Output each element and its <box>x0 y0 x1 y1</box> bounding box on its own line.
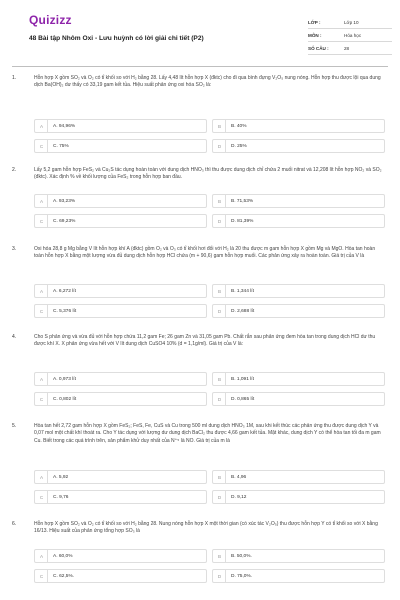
question-number: 2. <box>12 167 17 173</box>
question-text: Hòa tan hết 2,72 gam hỗn hợp X gồm FeS₂; FeS, Fe, CuS và Cu trong 500 ml dung dịch HNO₃ 1M, sau khi kết thúc các phản ứng thu được dung dịch Y và 0,07 mol một chất khí thoát ra. Cho Y tác dụng với lượng dư dung dịch BaCl₂ thu được 4,66 gam kết tủa. Mặt khác, dung dịch Y có thể hòa tan tối đa m gam Cu. Biết trong các quá trình trên, sản phẩm khử duy nhất của N⁺⁵ là NO. Giá trị của m là <box>34 423 381 444</box>
option-letter: D <box>214 140 226 152</box>
option-text: A. 93,23% <box>53 198 76 204</box>
option-letter: C <box>36 393 48 405</box>
option-d[interactable] <box>212 392 385 406</box>
option-a[interactable] <box>34 549 207 563</box>
option-letter: C <box>36 570 48 582</box>
option-a[interactable] <box>34 194 207 208</box>
option-d[interactable] <box>212 139 385 153</box>
option-d[interactable] <box>212 214 385 228</box>
option-b[interactable] <box>212 194 385 208</box>
question-text: Hỗn hợp X gồm SO₂ và O₂ có tỉ khối so với H₂ bằng 28. Lấy 4,48 lít hỗn hợp X (đktc) cho đi qua bình đựng V₂O₅ nung nóng. Hỗn hợp thu được lội qua dung dịch Ba(OH)₂ dư thấy có 33,19 gam kết tủa. Hiệu suất phản ứng oxi hóa SO₂ là: <box>34 75 381 89</box>
option-c[interactable] <box>34 214 207 228</box>
option-letter: C <box>36 215 48 227</box>
option-text: C. 62,5%. <box>53 573 75 579</box>
option-d[interactable] <box>212 304 385 318</box>
option-text: A. 0,973 lít <box>53 376 76 382</box>
option-text: C. 5,376 lít <box>53 308 77 314</box>
option-d[interactable] <box>212 569 385 583</box>
option-c[interactable] <box>34 139 207 153</box>
option-c[interactable] <box>34 304 207 318</box>
option-a[interactable] <box>34 284 207 298</box>
option-letter: C <box>36 140 48 152</box>
option-text: B. 4,96 <box>231 474 247 480</box>
meta-row-grade <box>308 16 392 29</box>
option-letter: B <box>214 195 226 207</box>
option-a[interactable] <box>34 372 207 386</box>
meta-value: 28 <box>344 45 350 51</box>
option-text: B. 50,0%. <box>231 553 252 559</box>
meta-row-count <box>308 42 392 55</box>
option-text: B. 40% <box>231 123 247 129</box>
option-text: A. 6,272 lít <box>53 288 76 294</box>
option-letter: D <box>214 491 226 503</box>
option-b[interactable] <box>212 549 385 563</box>
option-letter: C <box>36 305 48 317</box>
option-text: D. 0,865 lít <box>231 396 255 402</box>
option-letter: A <box>36 550 48 562</box>
meta-value: Lớp 10 <box>344 19 359 25</box>
option-text: A. 60,0% <box>53 553 73 559</box>
option-b[interactable] <box>212 372 385 386</box>
option-text: D. 2,688 lít <box>231 308 255 314</box>
option-text: B. 1,091 lít <box>231 376 254 382</box>
option-text: A. 94,96% <box>53 123 76 129</box>
meta-table <box>308 16 392 55</box>
question-text: Hỗn hợp X gồm SO₂ và O₂ có tỉ khối so với H₂ bằng 28. Nung nóng hỗn hợp X một thời gian (có xúc tác V₂O₅) thu được hỗn hợp Y có tỉ khối so với X bằng 16/13. Hiệu suất của phản ứng tổng hợp SO₃ là <box>34 521 378 535</box>
question-text: Lấy 5,2 gam hỗn hợp FeS₂ và Cu₂S tác dụng hoàn toàn với dung dịch HNO₃ thì thu được dung dịch chỉ chứa 2 muối nitrat và 12,208 lít hỗn hợp NO₂ và SO₂ (đktc). Xác định % về khối lượng của FeS₂ trong hỗn hợp ban đầu. <box>34 167 382 181</box>
option-letter: B <box>214 285 226 297</box>
meta-label: SỐ CÂU : <box>308 45 329 51</box>
option-c[interactable] <box>34 392 207 406</box>
option-letter: A <box>36 120 48 132</box>
question-number: 1. <box>12 75 17 81</box>
option-text: C. 69,23% <box>53 218 76 224</box>
page-title: 48 Bài tập Nhôm Oxi - Lưu huỳnh có lời giải chi tiết (P2) <box>29 35 204 42</box>
option-letter: D <box>214 393 226 405</box>
option-letter: B <box>214 373 226 385</box>
option-letter: C <box>36 491 48 503</box>
option-c[interactable] <box>34 490 207 504</box>
option-a[interactable] <box>34 119 207 133</box>
option-text: B. 1,344 lít <box>231 288 254 294</box>
option-letter: A <box>36 471 48 483</box>
meta-row-subject <box>308 29 392 42</box>
option-text: D. 81,39% <box>231 218 254 224</box>
worksheet-header <box>12 0 388 67</box>
option-a[interactable] <box>34 470 207 484</box>
option-text: C. 0,802 lít <box>53 396 77 402</box>
question-number: 5. <box>12 423 17 429</box>
meta-value: Hóa học <box>344 32 362 38</box>
quizizz-logo: Quizizz <box>29 13 72 27</box>
option-letter: D <box>214 570 226 582</box>
question-number: 4. <box>12 334 17 340</box>
meta-label: LỚP : <box>308 19 321 25</box>
option-text: A. 5,92 <box>53 474 69 480</box>
option-letter: B <box>214 471 226 483</box>
option-letter: A <box>36 373 48 385</box>
option-b[interactable] <box>212 119 385 133</box>
option-letter: B <box>214 120 226 132</box>
option-letter: B <box>214 550 226 562</box>
option-text: C. 75% <box>53 143 69 149</box>
question-number: 6. <box>12 521 17 527</box>
option-letter: D <box>214 305 226 317</box>
question-number: 3. <box>12 246 17 252</box>
option-letter: D <box>214 215 226 227</box>
option-b[interactable] <box>212 470 385 484</box>
option-letter: A <box>36 195 48 207</box>
option-text: D. 9,12 <box>231 494 247 500</box>
option-text: B. 71,53% <box>231 198 254 204</box>
option-d[interactable] <box>212 490 385 504</box>
option-c[interactable] <box>34 569 207 583</box>
option-b[interactable] <box>212 284 385 298</box>
option-text: D. 75,0%. <box>231 573 253 579</box>
option-text: C. 9,76 <box>53 494 69 500</box>
question-text: Oxi hóa 28,8 g Mg bằng V lít hỗn hợp khí A (đktc) gồm O₂ và O₃ có tỉ khối hơi đối với H₂ là 20 thu được m gam hỗn hợp X gồm Mg và MgO. Hòa tan hoàn toàn hỗn hợp X bằng một lượng vừa đủ dung dịch hỗn hợp HCl chứa (m + 90,6) gam hỗn hợp muối. Các phản ứng xảy ra hoàn toàn. Giá trị của V là <box>34 246 376 260</box>
question-text: Cho S phản ứng và vừa đủ với hỗn hợp chứa 11,2 gam Fe; 26 gam Zn và 31,05 gam Pb. Chất rắn sau phản ứng đem hòa tan trong dung dịch HCl dư thu được khí X. X phản ứng vừa hết với V lít dung dịch CuSO4 10% (d = 1,1g/ml). Giá trị của V là: <box>34 334 376 348</box>
option-letter: A <box>36 285 48 297</box>
meta-label: MÔN : <box>308 32 322 38</box>
option-text: D. 25% <box>231 143 247 149</box>
